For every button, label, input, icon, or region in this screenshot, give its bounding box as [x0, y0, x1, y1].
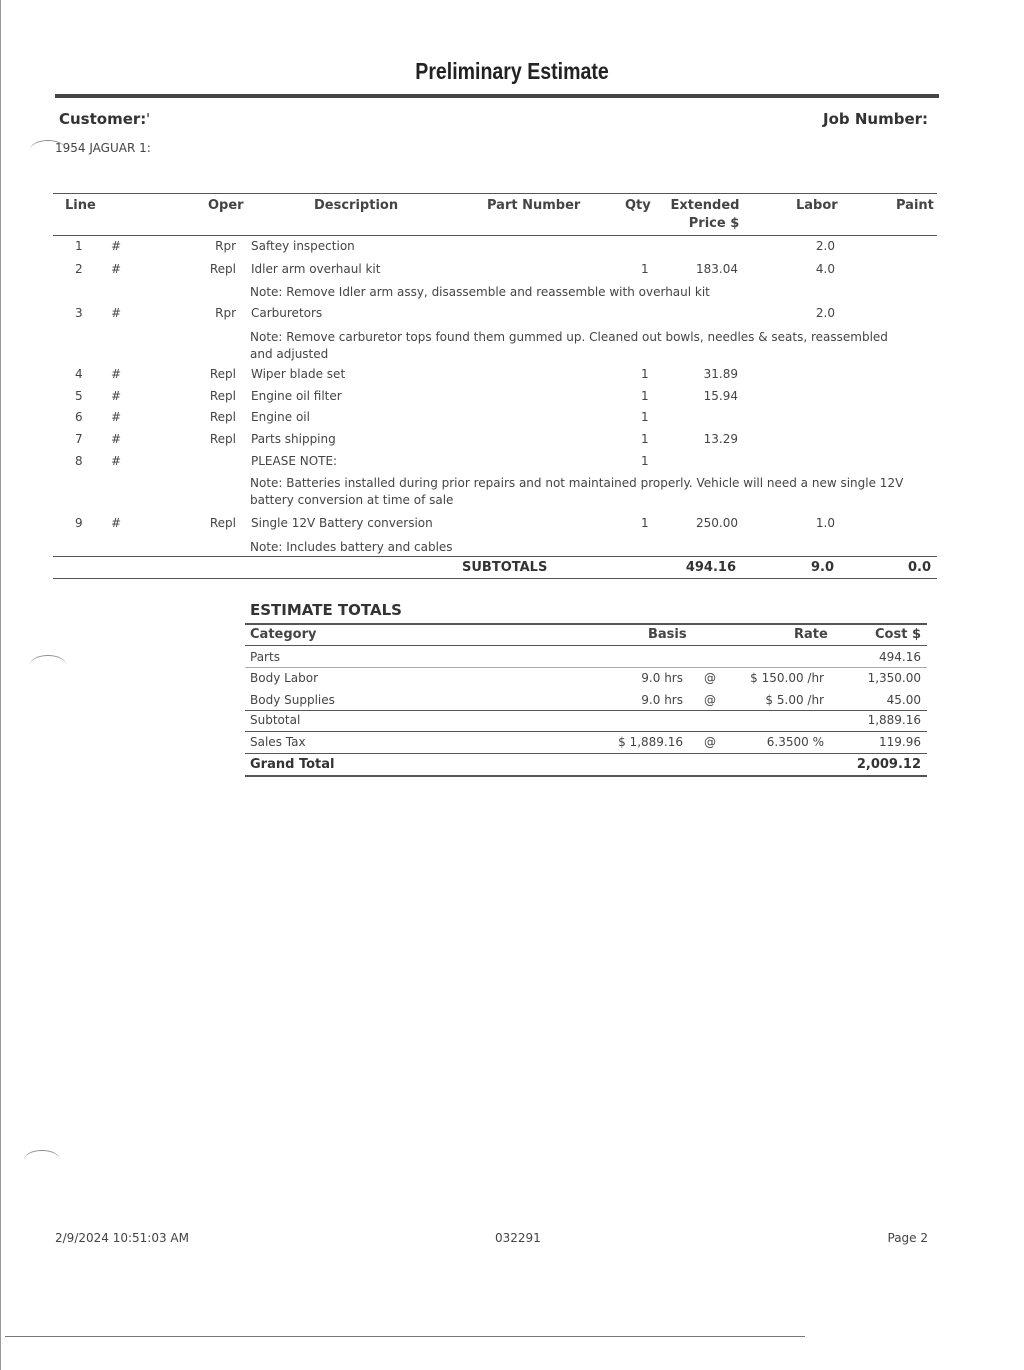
row-mark: # [111, 454, 122, 468]
et-row-category: Body Labor [250, 671, 319, 685]
row-price: 183.04 [696, 262, 738, 276]
et-row-cost: 119.96 [879, 735, 921, 749]
col-header-extended: Extended [670, 198, 740, 213]
footer-timestamp: 2/9/2024 10:51:03 AM [55, 1231, 189, 1245]
row-description: PLEASE NOTE: [251, 454, 338, 468]
et-row-at: @ [704, 671, 716, 685]
punch-hole-mark [30, 655, 66, 675]
et-header-cost: Cost $ [875, 627, 921, 642]
row-oper: Repl [209, 262, 236, 276]
et-row-cost: 494.16 [879, 650, 921, 664]
customer-label: Customer: [59, 110, 147, 128]
col-header-labor: Labor [796, 198, 838, 213]
header-rule [55, 94, 939, 98]
job-number-label: Job Number: [823, 110, 929, 128]
row-description: Parts shipping [251, 432, 336, 446]
subtotals-price: 494.16 [685, 560, 736, 575]
row-mark: # [111, 410, 122, 424]
row-line-number: 5 [75, 389, 83, 403]
subtotal-bottom-rule [53, 578, 937, 579]
et-header-basis: Basis [648, 627, 687, 642]
punch-hole-mark [24, 1150, 60, 1170]
subtotals-labor: 9.0 [810, 560, 834, 575]
et-row-divider [245, 753, 927, 754]
et-row-category: Parts [250, 650, 280, 664]
punch-hole-mark [30, 140, 66, 160]
row-oper: Rpr [215, 306, 236, 320]
subtotals-paint: 0.0 [907, 560, 931, 575]
footer-code: 032291 [495, 1231, 541, 1245]
row-oper: Repl [209, 432, 236, 446]
row-mark: # [111, 389, 122, 403]
row-description: Engine oil [251, 410, 310, 424]
row-line-number: 8 [75, 454, 83, 468]
et-row-at: @ [704, 693, 716, 707]
et-row-divider [245, 710, 927, 711]
col-header-qty: Qty [625, 198, 651, 213]
row-line-number: 6 [75, 410, 83, 424]
row-mark: # [111, 262, 122, 276]
subtotals-label: SUBTOTALS [462, 560, 548, 575]
row-price: 250.00 [696, 516, 738, 530]
footer-page-number: Page 2 [887, 1231, 928, 1245]
grand-total-rule [245, 775, 927, 777]
col-header-paint: Paint [896, 198, 934, 213]
row-oper: Rpr [215, 239, 236, 253]
row-oper: Repl [209, 410, 236, 424]
row-price: 31.89 [703, 367, 738, 381]
table-header-rule [53, 235, 937, 236]
et-header-rate: Rate [794, 627, 828, 642]
et-header-category: Category [250, 627, 317, 642]
row-labor: 1.0 [815, 516, 835, 530]
et-row-rate: 6.3500 % [766, 735, 824, 749]
row-description: Engine oil filter [251, 389, 342, 403]
bottom-rule [5, 1336, 805, 1337]
col-header-oper: Oper [208, 198, 244, 213]
row-note: Note: Remove carburetor tops found them gummed up. Cleaned out bowls, needles & seats, reassembled and adjusted [250, 330, 888, 361]
et-row-basis: 9.0 hrs [641, 671, 683, 685]
row-line-number: 4 [75, 367, 83, 381]
row-qty: 1 [641, 516, 649, 530]
et-header-rule [245, 645, 927, 646]
row-line-number: 2 [75, 262, 83, 276]
et-row-category: Body Supplies [250, 693, 335, 707]
row-qty: 1 [641, 367, 649, 381]
et-row-divider [245, 667, 927, 668]
row-mark: # [111, 306, 122, 320]
row-labor: 4.0 [815, 262, 835, 276]
estimate-totals-title: ESTIMATE TOTALS [250, 601, 402, 619]
et-row-divider [245, 731, 927, 732]
et-row-category: Sales Tax [250, 735, 306, 749]
grand-total-value: 2,009.12 [856, 757, 921, 772]
row-qty: 1 [641, 454, 649, 468]
estimate-totals-top-rule [245, 623, 927, 625]
et-row-at: @ [704, 735, 716, 749]
row-oper: Repl [209, 516, 236, 530]
row-description: Single 12V Battery conversion [251, 516, 433, 530]
row-qty: 1 [641, 262, 649, 276]
row-labor: 2.0 [815, 306, 835, 320]
subtotal-top-rule [53, 556, 937, 557]
row-line-number: 1 [75, 239, 83, 253]
col-header-description: Description [314, 198, 399, 213]
et-row-cost: 1,350.00 [867, 671, 921, 685]
row-mark: # [111, 432, 122, 446]
row-price: 13.29 [703, 432, 738, 446]
col-header-price: Price $ [688, 216, 740, 231]
vehicle-description: 1954 JAGUAR 1: [55, 141, 151, 155]
row-description: Idler arm overhaul kit [251, 262, 381, 276]
et-row-category: Subtotal [250, 713, 301, 727]
row-mark: # [111, 367, 122, 381]
row-oper: Repl [209, 389, 236, 403]
row-qty: 1 [641, 432, 649, 446]
row-qty: 1 [641, 389, 649, 403]
row-line-number: 9 [75, 516, 83, 530]
row-mark: # [111, 239, 122, 253]
table-top-rule [53, 193, 937, 194]
row-note: Note: Remove Idler arm assy, disassemble and reassemble with overhaul kit [250, 285, 710, 299]
et-row-rate: $ 150.00 /hr [750, 671, 824, 685]
row-mark: # [111, 516, 122, 530]
customer-value: ' [146, 110, 151, 128]
row-oper: Repl [209, 367, 236, 381]
grand-total-label: Grand Total [250, 757, 335, 772]
row-description: Saftey inspection [251, 239, 355, 253]
scan-edge [0, 0, 1, 1370]
document-title: Preliminary Estimate [415, 58, 609, 84]
et-row-cost: 45.00 [886, 693, 921, 707]
row-line-number: 3 [75, 306, 83, 320]
et-row-basis: 9.0 hrs [641, 693, 683, 707]
row-description: Wiper blade set [251, 367, 346, 381]
col-header-line: Line [65, 198, 96, 213]
row-description: Carburetors [251, 306, 323, 320]
col-header-part-number: Part Number [487, 198, 581, 213]
row-qty: 1 [641, 410, 649, 424]
et-row-rate: $ 5.00 /hr [765, 693, 824, 707]
row-price: 15.94 [703, 389, 738, 403]
row-line-number: 7 [75, 432, 83, 446]
row-note: Note: Includes battery and cables [250, 540, 453, 554]
et-row-cost: 1,889.16 [867, 713, 921, 727]
row-labor: 2.0 [815, 239, 835, 253]
row-note: Note: Batteries installed during prior repairs and not maintained properly. Vehicle will need a new single 12V battery conversion at time of sale [250, 476, 904, 507]
et-row-basis: $ 1,889.16 [618, 735, 683, 749]
